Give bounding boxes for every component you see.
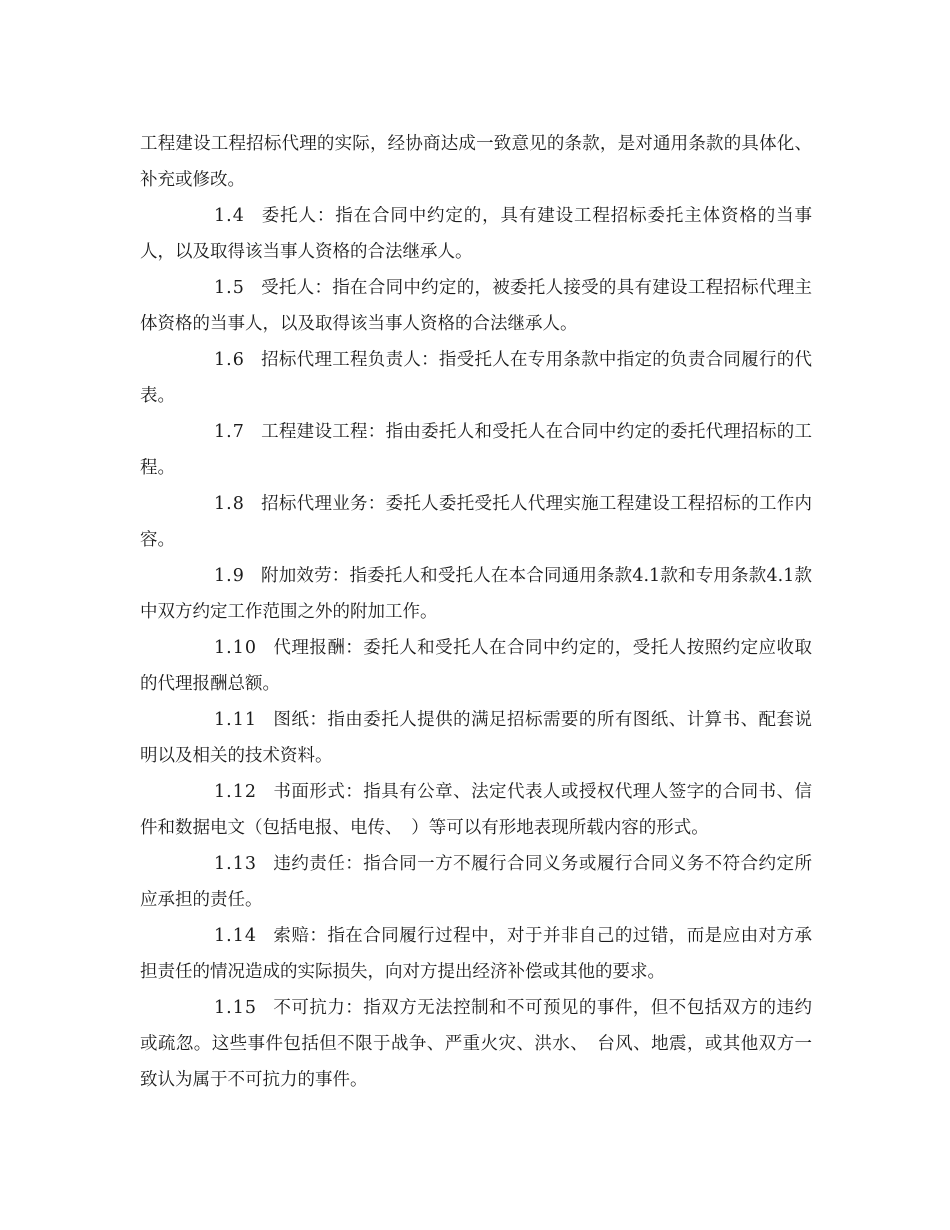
clause-number: 1.10: [214, 638, 257, 658]
document-body: [140, 126, 812, 1098]
clause-text: 索赔：指在合同履行过程中，对于并非自己的过错，而是应由对方承担责任的情况造成的实际损失，向对方提出经济补偿或其他的要求。: [140, 926, 812, 982]
clause-1-7: [140, 414, 812, 486]
lead-paragraph: 工程建设工程招标代理的实际，经协商达成一致意见的条款，是对通用条款的具体化、补充或修改。: [140, 134, 812, 190]
clause-1-8: [140, 486, 812, 558]
clause-number: 1.6: [214, 350, 245, 370]
clause-number: 1.15: [214, 998, 257, 1018]
clause-text: 附加效劳：指委托人和受托人在本合同通用条款4.1款和专用条款4.1款中双方约定工作范围之外的附加工作。: [140, 566, 812, 622]
clause-number: 1.9: [214, 566, 245, 586]
clause-text: 图纸：指由委托人提供的满足招标需要的所有图纸、计算书、配套说明以及相关的技术资料。: [140, 710, 812, 766]
clause-number: 1.14: [214, 926, 257, 946]
clause-text: 违约责任：指合同一方不履行合同义务或履行合同义务不符合约定所应承担的责任。: [140, 854, 812, 910]
clause-text: 受托人：指在合同中约定的，被委托人接受的具有建设工程招标代理主体资格的当事人，以及取得该当事人资格的合法继承人。: [140, 278, 812, 334]
clause-number: 1.13: [214, 854, 257, 874]
clause-text: 招标代理业务：委托人委托受托人代理实施工程建设工程招标的工作内容。: [140, 494, 812, 550]
clause-1-15: [140, 990, 812, 1098]
clause-number: 1.7: [214, 422, 245, 442]
clause-1-10: [140, 630, 812, 702]
clause-text: 不可抗力：指双方无法控制和不可预见的事件，但不包括双方的违约或疏忽。这些事件包括但不限于战争、严重火灾、洪水、 台风、地震，或其他双方一致认为属于不可抗力的事件。: [140, 998, 812, 1090]
clause-number: 1.12: [214, 782, 257, 802]
clause-number: 1.8: [214, 494, 245, 514]
clause-1-6: [140, 342, 812, 414]
clause-text: 招标代理工程负责人：指受托人在专用条款中指定的负责合同履行的代表。: [140, 350, 812, 406]
clause-number: 1.11: [214, 710, 257, 730]
clause-1-13: [140, 846, 812, 918]
clause-text: 书面形式：指具有公章、法定代表人或授权代理人签字的合同书、信件和数据电文（包括电报、电传、 ）等可以有形地表现所载内容的形式。: [140, 782, 812, 838]
clause-1-4: [140, 198, 812, 270]
clause-1-9: [140, 558, 812, 630]
clause-1-5: [140, 270, 812, 342]
clause-text: 代理报酬：委托人和受托人在合同中约定的，受托人按照约定应收取的代理报酬总额。: [140, 638, 812, 694]
clause-number: 1.5: [214, 278, 245, 298]
clause-1-11: [140, 702, 812, 774]
clause-1-14: [140, 918, 812, 990]
clause-text: 工程建设工程：指由委托人和受托人在合同中约定的委托代理招标的工程。: [140, 422, 812, 478]
clause-number: 1.4: [214, 206, 245, 226]
clause-1-12: [140, 774, 812, 846]
clause-text: 委托人：指在合同中约定的，具有建设工程招标委托主体资格的当事人，以及取得该当事人资格的合法继承人。: [140, 206, 812, 262]
